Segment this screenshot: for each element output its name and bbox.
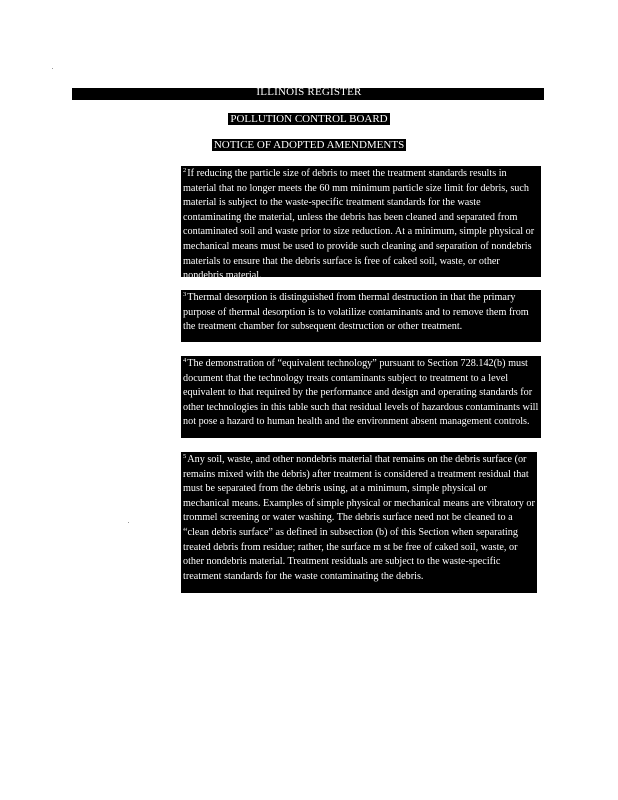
notice-title: NOTICE OF ADOPTED AMENDMENTS xyxy=(213,139,405,151)
header-rule xyxy=(72,99,544,100)
board-title: POLLUTION CONTROL BOARD xyxy=(230,113,388,125)
footnote-number: 3 xyxy=(183,291,187,298)
footnote-text: Any soil, waste, and other nondebris material that remains on the debris surface (or remains mixed with the debris) after treatment is considered a treatment residual that must be separated from the debris using, at a minimum, simple physical or mechanical means. Examples of simple physical or mechanical means are vibratory or trommel screening or water washing. The debris surface need not be cleaned to a “clean debris surface” as defined in subsection (b) of this Section when separating treated debris from residue; rather, the surface m st be free of caked soil, waste, or other nondebris material. Treatment residuals are subject to the waste-specific treatment standards for the waste contaminating the debris. xyxy=(183,454,535,582)
footnote-4 xyxy=(181,356,541,438)
footnote-text: Thermal desorption is distinguished from thermal destruction in that the primary purpose of thermal desorption is to volatilize contaminants and to remove them from the treatment chamber for subsequent destruction or other treatment. xyxy=(183,292,529,333)
footnote-number: 5 xyxy=(183,453,187,460)
footnote-number: 4 xyxy=(183,357,187,364)
footnote-text: The demonstration of “equivalent technology” pursuant to Section 728.142(b) must document that the technology treats contaminants subject to treatment to a level equivalent to that required by the performance and design and operating standards for other technologies in this table such that residual levels of hazardous contaminants will not pose a hazard to human health and the environment absent management controls. xyxy=(183,358,539,428)
register-title: ILLINOIS REGISTER xyxy=(256,86,362,98)
scan-speck xyxy=(52,68,53,69)
footnote-2 xyxy=(181,166,541,282)
footnote-number: 2 xyxy=(183,167,187,174)
footnote-3 xyxy=(181,290,541,342)
notice-title-line xyxy=(0,139,618,152)
footnote-5 xyxy=(181,452,537,593)
footnote-text: If reducing the particle size of debris to meet the treatment standards results in material that no longer meets the 60 mm minimum particle size limit for debris, such material is subject to the waste-specific treatment standards for the waste contaminating the material, unless the debris has been cleaned and separated from contaminated soil and waste prior to size reduction. At a minimum, simple physical or mechanical means must be used to provide such cleaning and separation of nondebris materials to ensure that the debris surface is free of caked soil, waste, or other nondebris material. xyxy=(183,168,535,282)
scan-speck xyxy=(128,522,129,523)
board-title-line xyxy=(0,113,618,126)
